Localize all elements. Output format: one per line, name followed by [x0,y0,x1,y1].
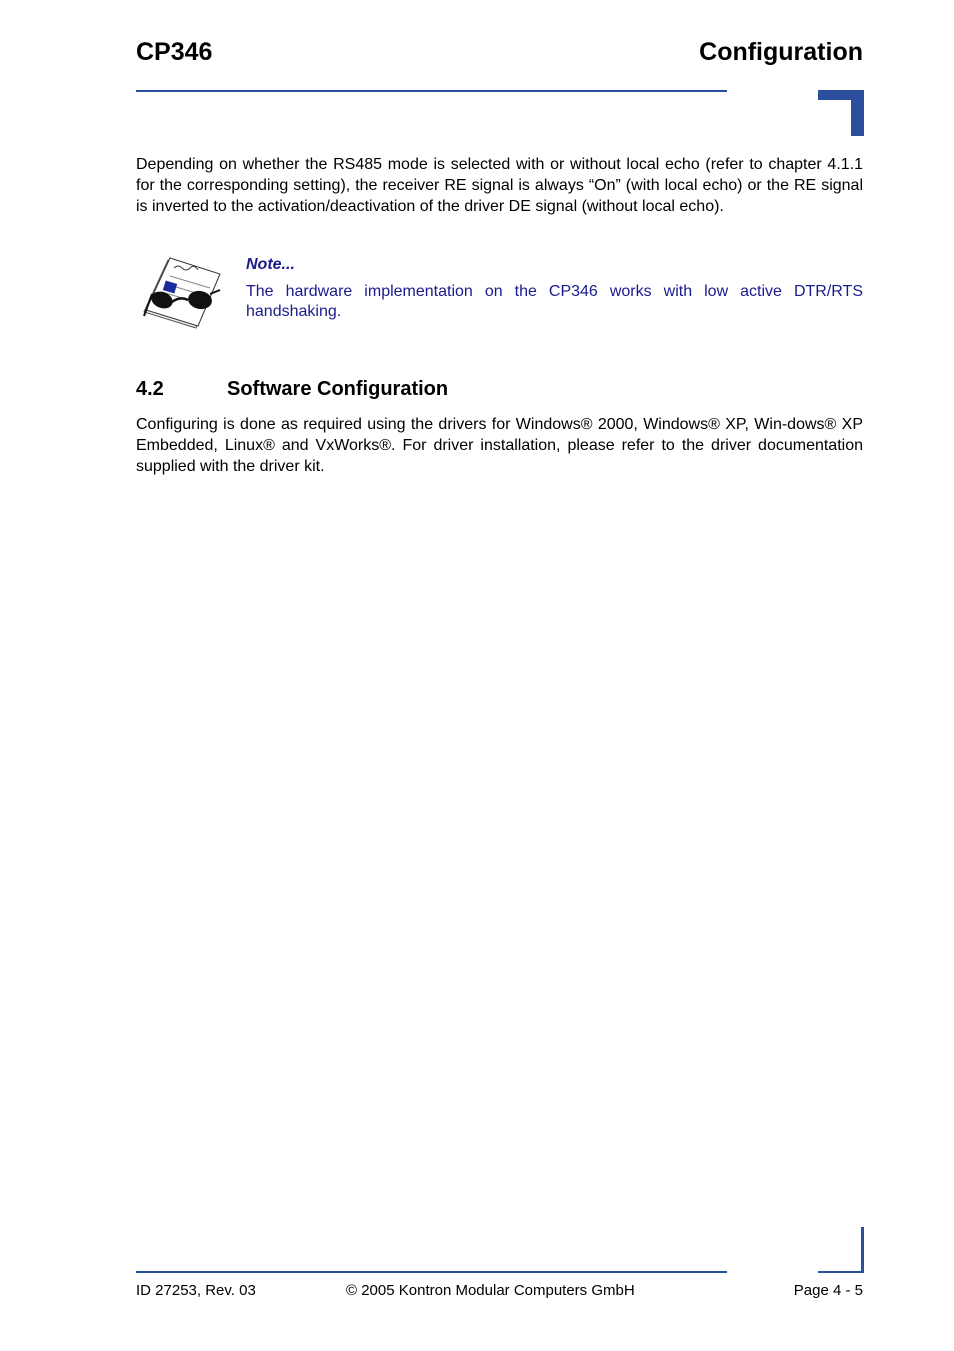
section-paragraph: Configuring is done as required using the drivers for Windows® 2000, Windows® XP, Win-dows® XP Embedded, Linux® and VxWorks®. For driver installation, please refer to the driver documentation supplied with the driver kit. [136,416,863,475]
note-text: The hardware implementation on the CP346 works with low active DTR/RTS handshaking. [246,283,863,320]
footer-document-id: ID 27253, Rev. 03 [136,1282,256,1299]
header-rule [136,90,727,92]
footer-page-number: Page 4 - 5 [793,1282,863,1299]
footer-corner-bar [861,1227,864,1273]
footer-corner-bar-base [818,1271,864,1273]
note-with-sunglasses-icon [140,254,222,332]
section-title: Software Configuration [227,378,449,400]
header-product: CP346 [136,38,213,66]
footer-copyright: © 2005 Kontron Modular Computers GmbH [346,1282,635,1299]
footer-rule [136,1271,727,1273]
intro-paragraph: Depending on whether the RS485 mode is selected with or without local echo (refer to chapter 4.1.1 for the corresponding setting), the receiver RE signal is always “On” (with local echo) or the RE signal is inverted to the activation/deactivation of the driver DE signal (without local echo). [136,156,863,215]
note-title: Note... [246,256,295,273]
header-corner-bar-side [851,90,864,136]
section-number: 4.2 [136,378,164,400]
header-chapter: Configuration [699,38,863,66]
